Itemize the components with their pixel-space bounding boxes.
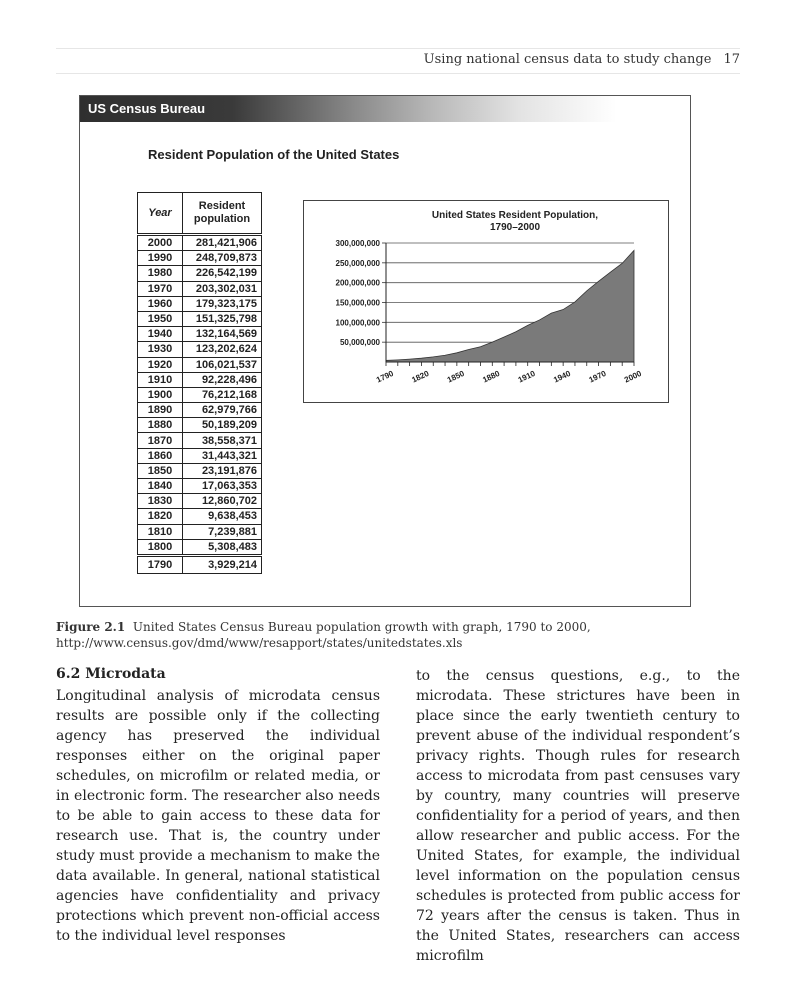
x-tick-label: 1790 <box>374 368 395 385</box>
population-cell: 281,421,906 <box>183 235 262 251</box>
census-banner <box>80 96 690 122</box>
y-tick-label: 100,000,000 <box>335 318 380 328</box>
population-table <box>137 192 262 574</box>
population-cell: 76,212,168 <box>183 387 262 402</box>
table-row <box>138 372 262 387</box>
table-row <box>138 342 262 357</box>
year-cell: 1990 <box>138 251 183 266</box>
x-tick-label: 2000 <box>622 368 643 385</box>
population-cell: 248,709,873 <box>183 251 262 266</box>
figure-caption <box>56 619 746 651</box>
column-header-population: Resident population <box>183 193 262 235</box>
year-cell: 1920 <box>138 357 183 372</box>
table-row <box>138 235 262 251</box>
population-cell: 3,929,214 <box>183 555 262 573</box>
table-row <box>138 357 262 372</box>
year-cell: 1820 <box>138 509 183 524</box>
y-tick-label: 300,000,000 <box>335 239 380 248</box>
page-number: 17 <box>723 52 740 67</box>
x-tick-label: 1940 <box>552 368 573 385</box>
table-row <box>138 509 262 524</box>
year-cell: 2000 <box>138 235 183 251</box>
population-cell: 5,308,483 <box>183 539 262 555</box>
population-cell: 151,325,798 <box>183 311 262 326</box>
year-cell: 1810 <box>138 524 183 539</box>
year-cell: 1930 <box>138 342 183 357</box>
year-cell: 1960 <box>138 296 183 311</box>
table-row <box>138 296 262 311</box>
population-cell: 50,189,209 <box>183 418 262 433</box>
y-tick-label: 50,000,000 <box>339 338 380 348</box>
population-cell: 179,323,175 <box>183 296 262 311</box>
x-tick-label: 1910 <box>516 368 537 385</box>
y-tick-label: 200,000,000 <box>335 278 380 288</box>
x-tick-label: 1850 <box>445 368 466 385</box>
column-header-year: Year <box>138 193 183 235</box>
table-row <box>138 479 262 494</box>
y-tick-label: 150,000,000 <box>335 298 380 308</box>
table-row <box>138 555 262 573</box>
year-cell: 1870 <box>138 433 183 448</box>
table-row <box>138 327 262 342</box>
population-table-body <box>138 235 262 574</box>
year-cell: 1850 <box>138 463 183 478</box>
population-cell: 12,860,702 <box>183 494 262 509</box>
table-row <box>138 281 262 296</box>
year-cell: 1910 <box>138 372 183 387</box>
year-cell: 1840 <box>138 479 183 494</box>
year-cell: 1900 <box>138 387 183 402</box>
year-cell: 1880 <box>138 418 183 433</box>
chart-title-line-1: United States Resident Population, <box>431 210 599 221</box>
population-chart <box>303 200 669 403</box>
year-cell: 1890 <box>138 403 183 418</box>
body-text-right-column: to the census questions, e.g., to the microdata. These strictures have been in place since the early twentieth century to prevent abuse of the individual respondent’s privacy rights. Though rules for research access to microdata from past censuses vary by country, many countries will preserve confidentiality for a period of years, and then allow researcher and public access. For the United States, for example, the individual level information on the population census schedules is protected from public access for 72 years after the census is taken. Thus in the United States, researchers can access microfilm <box>416 668 740 964</box>
table-row <box>138 448 262 463</box>
population-cell: 23,191,876 <box>183 463 262 478</box>
population-cell: 132,164,569 <box>183 327 262 342</box>
population-cell: 62,979,766 <box>183 403 262 418</box>
population-cell: 38,558,371 <box>183 433 262 448</box>
population-cell: 92,228,496 <box>183 372 262 387</box>
table-row <box>138 524 262 539</box>
caption-label: Figure 2.1 <box>56 620 126 634</box>
population-cell: 226,542,199 <box>183 266 262 281</box>
table-row <box>138 311 262 326</box>
population-cell: 203,302,031 <box>183 281 262 296</box>
running-head-text <box>424 52 740 67</box>
population-cell: 17,063,353 <box>183 479 262 494</box>
year-cell: 1970 <box>138 281 183 296</box>
x-tick-label: 1820 <box>410 368 431 385</box>
running-head <box>56 48 740 74</box>
figure-panel <box>79 95 691 607</box>
table-header-row <box>138 193 262 235</box>
population-cell: 123,202,624 <box>183 342 262 357</box>
caption-text: United States Census Bureau population growth with graph, 1790 to 2000, http://www.census.gov/dmd/www/resapport/states/unitedstates.xls <box>56 620 591 650</box>
section-heading: 6.2 Microdata <box>56 666 166 682</box>
population-cell: 7,239,881 <box>183 524 262 539</box>
year-cell: 1800 <box>138 539 183 555</box>
table-row <box>138 266 262 281</box>
table-row <box>138 433 262 448</box>
population-cell: 106,021,537 <box>183 357 262 372</box>
table-row <box>138 494 262 509</box>
x-tick-label: 1970 <box>587 368 608 385</box>
year-cell: 1790 <box>138 555 183 573</box>
table-row <box>138 539 262 555</box>
banner-title: US Census Bureau <box>88 101 206 116</box>
chart-svg <box>304 201 668 402</box>
y-tick-label: 250,000,000 <box>335 258 380 268</box>
year-cell: 1940 <box>138 327 183 342</box>
population-cell: 31,443,321 <box>183 448 262 463</box>
running-head-title: Using national census data to study change <box>423 52 712 67</box>
year-cell: 1950 <box>138 311 183 326</box>
figure-title: Resident Population of the United States <box>148 147 400 162</box>
table-row <box>138 387 262 402</box>
table-row <box>138 463 262 478</box>
population-cell: 9,638,453 <box>183 509 262 524</box>
table-row <box>138 251 262 266</box>
year-cell: 1980 <box>138 266 183 281</box>
chart-title-line-2: 1790–2000 <box>489 222 541 233</box>
table-row <box>138 418 262 433</box>
population-area <box>386 250 634 362</box>
x-tick-label: 1880 <box>481 368 502 385</box>
body-text-left-column: Longitudinal analysis of microdata census results are possible only if the collecting agency has preserved the individual responses either on the original paper schedules, on microfilm or related media, or in electronic form. The researcher also needs to be able to gain access to these data for research use. That is, the country under study must provide a mechanism to make the data available. In general, national statistical agencies have confidentiality and privacy protections which prevent non-official access to the individual level responses <box>56 688 380 944</box>
year-cell: 1860 <box>138 448 183 463</box>
year-cell: 1830 <box>138 494 183 509</box>
table-row <box>138 403 262 418</box>
